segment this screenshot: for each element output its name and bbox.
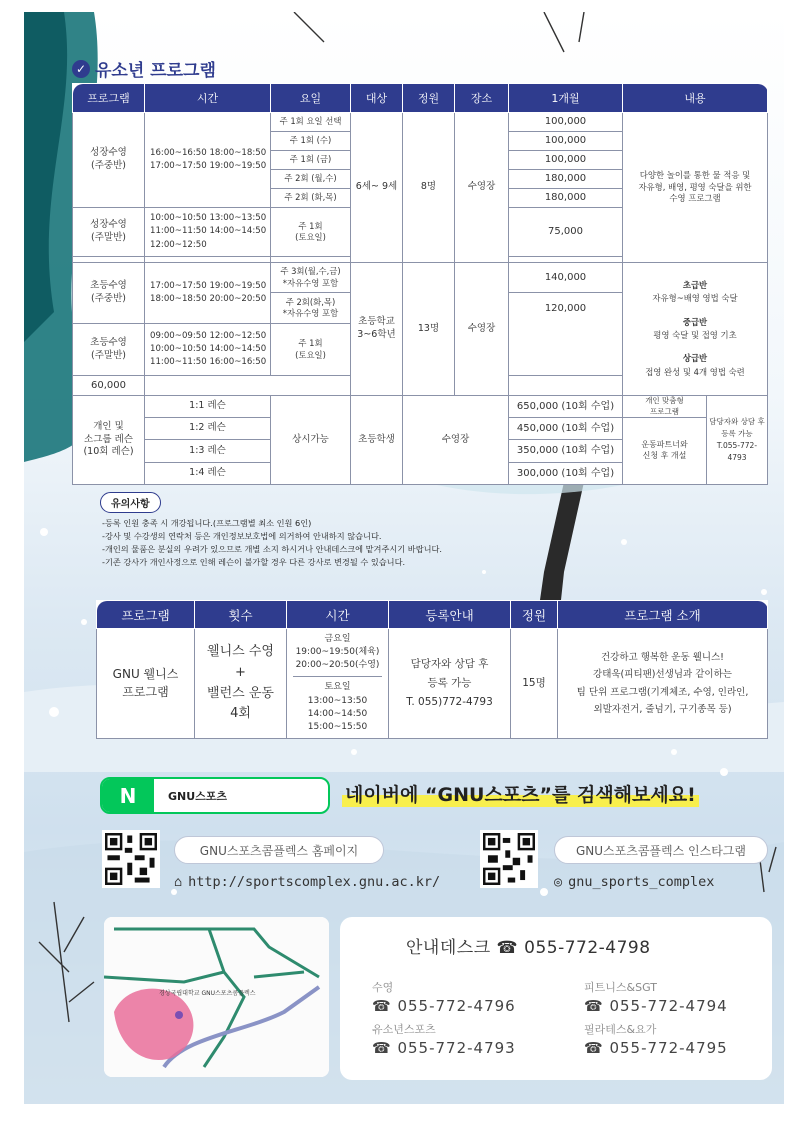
naver-search-box[interactable]: [100, 777, 330, 814]
program-cell: 초등수영 (주중반): [73, 263, 145, 324]
lesson-cell: 1:1 레슨: [145, 396, 271, 418]
homepage-label: GNU스포츠콤플렉스 홈페이지: [174, 836, 384, 864]
time-cell: [287, 629, 389, 739]
contact-phone[interactable]: ☎ 055-772-4793: [372, 1039, 516, 1057]
section-title: ✓ 유소년 프로그램: [72, 56, 216, 81]
fee-cell: 120,000: [509, 293, 623, 376]
level-text: 접영 완성 및 4개 영법 숙련: [645, 366, 745, 377]
map-label: 경상국립대학교 GNU스포츠콤플렉스: [159, 990, 256, 997]
naver-slogan: 네이버에 “GNU스포츠”를 검색해보세요!: [342, 780, 699, 807]
count-cell: 웰니스 수영 + 밸런스 운동 4회: [195, 629, 287, 739]
phone-icon: ☎: [584, 1039, 604, 1057]
col-header: 정원: [511, 601, 558, 629]
level-title: 상급반: [682, 353, 708, 364]
contact-label: 유소년스포츠: [372, 1023, 436, 1036]
day-cell: 주 1회 (토요일): [271, 324, 351, 376]
intro-cell: 건강하고 행복한 운동 웰니스! 강태욱(피티팬)선생님과 같이하는 팀 단위 프로그램(기계체조, 수영, 인라인, 외발자전거, 줄넘기, 구기종목 등): [558, 629, 768, 739]
fee-cell: 180,000: [509, 189, 623, 208]
capacity-cell: 15명: [511, 629, 558, 739]
col-header: 등록안내: [389, 601, 511, 629]
day-cell: 주 1회 요일 선택: [271, 113, 351, 132]
phone-icon: ☎: [496, 938, 519, 958]
page: [24, 12, 784, 1104]
level-text: 평영 숙달 및 접영 기초: [653, 330, 737, 340]
lesson-note: 운동파트너와 신청 후 개설: [623, 418, 707, 484]
phone-icon: ☎: [584, 997, 604, 1015]
contact-panel: [340, 917, 772, 1080]
lesson-note: 개인 맞춤형 프로그램: [623, 396, 707, 416]
day-cell: 주 1회 (금): [271, 151, 351, 170]
phone-icon: ☎: [372, 997, 392, 1015]
lesson-cell: 1:3 레슨: [145, 440, 271, 462]
lesson-cell: 1:2 레슨: [145, 418, 271, 440]
level-text: 자유형~배영 영법 숙달: [652, 293, 738, 304]
caution-badge: 유의사항: [100, 492, 161, 513]
target-cell: 6세~ 9세: [351, 113, 403, 263]
time-cell: 10:00~10:50 13:00~13:50 11:00~11:50 14:00~14:50 12:00~12:50: [145, 208, 271, 257]
level-title: 초급반: [682, 279, 708, 290]
fee-cell: 140,000: [509, 263, 623, 293]
place-cell: 수영장: [455, 263, 509, 396]
day-cell: 주 2회 (월,수): [271, 170, 351, 189]
col-header: 장소: [455, 84, 509, 113]
col-header: 내용: [623, 84, 768, 113]
table-header-row: [73, 84, 768, 113]
instagram-icon: ◎: [554, 874, 563, 890]
registration-cell: 담당자와 상담 후 등록 가능 T. 055)772-4793: [389, 629, 511, 739]
day-cell: 상시가능: [271, 396, 351, 485]
col-header: 횟수: [195, 601, 287, 629]
fee-cell: 180,000: [509, 170, 623, 189]
time-cell: 09:00~09:50 12:00~12:50 10:00~10:50 14:00~14:50 11:00~11:50 16:00~16:50: [145, 324, 271, 376]
col-header: 프로그램 소개: [558, 601, 768, 629]
fee-cell: 350,000 (10회 수업): [509, 440, 623, 462]
fee-cell: 650,000 (10회 수업): [509, 396, 623, 418]
phone-icon: ☎: [372, 1039, 392, 1057]
note-item: -강사 및 수강생의 연락처 등은 개인정보보호법에 의거하여 안내하지 않습니다.: [102, 531, 382, 542]
home-icon: ⌂: [174, 874, 183, 890]
time-cell: 16:00~16:50 18:00~18:50 17:00~17:50 19:00~19:50: [145, 113, 271, 208]
target-cell: 초등학교 3~6학년: [351, 263, 403, 396]
desk-phone: 055-772-4798: [524, 938, 651, 958]
target-cell: 초등학생: [351, 396, 403, 485]
time-saturday: 토요일 13:00~13:50 14:00~14:50 15:00~15:50: [307, 682, 368, 732]
program-cell: GNU 웰니스 프로그램: [97, 629, 195, 739]
day-cell: 주 1회 (수): [271, 132, 351, 151]
time-cell: 17:00~17:50 19:00~19:50 18:00~18:50 20:00~20:50: [145, 263, 271, 324]
level-description-cell: [623, 263, 768, 396]
divider: [293, 676, 382, 677]
col-header: 대상: [351, 84, 403, 113]
col-header: 요일: [271, 84, 351, 113]
description-cell: 다양한 놀이를 통한 물 적응 및 자유형, 배영, 평영 숙달을 위한 수영 프로그램: [623, 113, 768, 263]
notes-list: [102, 517, 442, 570]
naver-search-query: GNU스포츠: [168, 789, 228, 803]
fee-cell: 100,000: [509, 151, 623, 170]
table-row: [73, 113, 768, 132]
homepage-qr-icon[interactable]: [102, 830, 160, 888]
location-map[interactable]: [104, 917, 329, 1077]
desk-label: 안내데스크: [406, 938, 491, 958]
naver-logo-icon: N: [102, 779, 154, 812]
program-cell: 성장수영 (주중반): [73, 113, 145, 208]
note-item: -등록 인원 충족 시 개강됩니다.(프로그램별 최소 인원 6인): [102, 518, 312, 528]
lesson-contact-note: 담당자와 상담 후 등록 가능 T.055-772- 4793: [707, 396, 767, 484]
program-cell: 초등수영 (주말반): [73, 324, 145, 376]
col-header: 프로그램: [73, 84, 145, 113]
place-cell: 수영장: [403, 396, 509, 485]
time-friday: 금요일 19:00~19:50(체육) 20:00~20:50(수영): [295, 634, 380, 671]
day-cell: 주 1회 (토요일): [271, 208, 351, 257]
day-cell: 주 2회 (화,목): [271, 189, 351, 208]
program-cell: 성장수영 (주말반): [73, 208, 145, 257]
col-header: 정원: [403, 84, 455, 113]
program-cell: 개인 및 소그룹 레슨 (10회 레슨): [73, 396, 145, 485]
capacity-cell: 8명: [403, 113, 455, 263]
instagram-link[interactable]: ◎ gnu_sports_complex: [554, 874, 715, 890]
fee-cell: 300,000 (10회 수업): [509, 462, 623, 484]
capacity-cell: 13명: [403, 263, 455, 396]
check-icon: ✓: [72, 60, 90, 78]
instagram-label: GNU스포츠콤플렉스 인스타그램: [554, 836, 768, 864]
fee-cell: 100,000: [509, 113, 623, 132]
wellness-table: [96, 600, 768, 739]
instagram-qr-icon[interactable]: [480, 830, 538, 888]
fee-cell: 75,000: [509, 208, 623, 257]
level-title: 중급반: [682, 316, 708, 327]
note-item: -기존 강사가 개인사정으로 인해 레슨이 불가할 경우 다른 강사로 변경될 수 있습니다.: [102, 557, 406, 568]
lesson-cell: 1:4 레슨: [145, 462, 271, 484]
day-cell: 주 3회(월,수,금) *자유수영 포함: [271, 263, 351, 293]
table-row: [73, 396, 768, 418]
place-cell: 수영장: [455, 113, 509, 263]
contact-label: 수영: [372, 981, 394, 994]
youth-program-table: [72, 83, 768, 485]
note-item: -개인의 물품은 분실의 우려가 있으므로 개별 소지 하시거나 안내데스크에 맡겨주시기 바랍니다.: [102, 544, 443, 555]
contact-phone[interactable]: ☎ 055-772-4794: [584, 997, 728, 1015]
contact-phone[interactable]: ☎ 055-772-4796: [372, 997, 516, 1015]
table-header-row: [97, 601, 768, 629]
table-row: [73, 263, 768, 293]
desk-line: [406, 933, 651, 958]
fee-cell: 450,000 (10회 수업): [509, 418, 623, 440]
contact-label: 피트니스&SGT: [584, 981, 657, 994]
table-row: [97, 629, 768, 739]
homepage-link[interactable]: ⌂ http://sportscomplex.gnu.ac.kr/: [174, 874, 441, 890]
col-header: 시간: [145, 84, 271, 113]
lesson-note-cell: [623, 418, 768, 485]
col-header: 1개월: [509, 84, 623, 113]
contact-phone[interactable]: ☎ 055-772-4795: [584, 1039, 728, 1057]
col-header: 시간: [287, 601, 389, 629]
fee-cell: 60,000: [73, 376, 145, 396]
day-cell: 주 2회(화,목) *자유수영 포함: [271, 293, 351, 324]
fee-cell: 100,000: [509, 132, 623, 151]
contact-label: 필라테스&요가: [584, 1023, 657, 1036]
col-header: 프로그램: [97, 601, 195, 629]
